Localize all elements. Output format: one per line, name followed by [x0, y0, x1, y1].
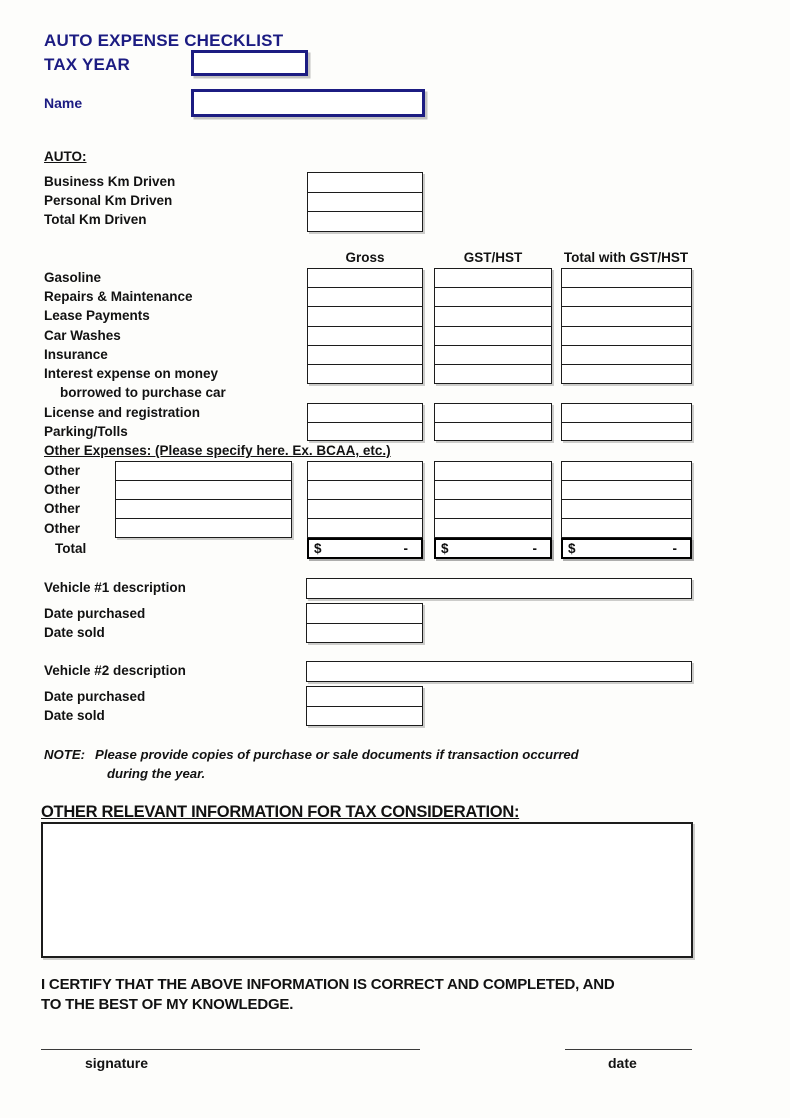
parking-gross-input[interactable]	[307, 423, 423, 442]
row-label-interest: Interest expense on money	[44, 366, 219, 381]
auto-section-heading: AUTO:	[44, 149, 87, 164]
other-row-label: Other	[44, 501, 81, 516]
currency-symbol: $	[568, 541, 576, 556]
other1-totalgst-input[interactable]	[561, 461, 692, 481]
other-description-column	[115, 461, 292, 538]
vehicle1-date-purchased-input[interactable]	[306, 603, 423, 624]
row-label-carwashes: Car Washes	[44, 328, 121, 343]
other2-gst-input[interactable]	[434, 481, 552, 500]
totalgst-column-block1	[561, 268, 692, 384]
interest-gst-input[interactable]	[434, 365, 552, 384]
lease-gst-input[interactable]	[434, 307, 552, 326]
other2-gross-input[interactable]	[307, 481, 423, 500]
row-label-parking: Parking/Tolls	[44, 424, 128, 439]
certification-line1: I CERTIFY THAT THE ABOVE INFORMATION IS CORRECT AND COMPLETED, AND	[41, 976, 615, 993]
vehicle1-description-label: Vehicle #1 description	[44, 580, 186, 595]
gross-column-block2	[307, 403, 423, 441]
personal-km-input[interactable]	[307, 193, 423, 213]
license-gst-input[interactable]	[434, 403, 552, 423]
row-label-license: License and registration	[44, 405, 201, 420]
gst-column-block2	[434, 403, 552, 441]
other4-description-input[interactable]	[115, 519, 292, 538]
business-km-input[interactable]	[307, 172, 423, 193]
total-km-input[interactable]	[307, 212, 423, 232]
gasoline-gst-input[interactable]	[434, 268, 552, 288]
other2-totalgst-input[interactable]	[561, 481, 692, 500]
vehicle1-date-sold-label: Date sold	[44, 625, 105, 640]
row-label-lease: Lease Payments	[44, 308, 150, 323]
km-input-table	[307, 172, 423, 232]
signature-label: signature	[85, 1055, 149, 1071]
vehicle1-dates-table	[306, 603, 423, 643]
lease-totalgst-input[interactable]	[561, 307, 692, 326]
business-km-label: Business Km Driven	[44, 174, 176, 189]
lease-gross-input[interactable]	[307, 307, 423, 326]
interest-gross-input[interactable]	[307, 365, 423, 384]
gst-total-value: -	[532, 541, 537, 556]
repairs-gst-input[interactable]	[434, 288, 552, 307]
row-label-repairs: Repairs & Maintenance	[44, 289, 193, 304]
column-header-gst: GST/HST	[463, 250, 523, 265]
insurance-totalgst-input[interactable]	[561, 346, 692, 365]
gst-column-other	[434, 461, 552, 538]
total-row-label: Total	[55, 541, 87, 556]
carwashes-gross-input[interactable]	[307, 327, 423, 346]
totalgst-column-block2	[561, 403, 692, 441]
totalgst-total-cell	[561, 538, 692, 559]
date-line[interactable]	[565, 1049, 692, 1050]
other3-description-input[interactable]	[115, 500, 292, 519]
repairs-gross-input[interactable]	[307, 288, 423, 307]
row-label-insurance: Insurance	[44, 347, 108, 362]
column-header-total-gst: Total with GST/HST	[563, 250, 689, 265]
other2-description-input[interactable]	[115, 481, 292, 500]
other-row-label: Other	[44, 521, 81, 536]
totalgst-total-value: -	[672, 541, 677, 556]
note-line1: Please provide copies of purchase or sale documents if transaction occurred	[95, 747, 579, 762]
note-line2: during the year.	[107, 766, 206, 781]
gross-total-value: -	[403, 541, 408, 556]
vehicle2-date-sold-label: Date sold	[44, 708, 105, 723]
vehicle1-date-purchased-label: Date purchased	[44, 606, 146, 621]
note-prefix: NOTE:	[44, 747, 86, 762]
repairs-totalgst-input[interactable]	[561, 288, 692, 307]
personal-km-label: Personal Km Driven	[44, 193, 173, 208]
other4-totalgst-input[interactable]	[561, 519, 692, 538]
vehicle2-date-purchased-label: Date purchased	[44, 689, 146, 704]
gst-column-block1	[434, 268, 552, 384]
other3-gross-input[interactable]	[307, 500, 423, 519]
gasoline-totalgst-input[interactable]	[561, 268, 692, 288]
vehicle1-description-input[interactable]	[306, 578, 692, 599]
currency-symbol: $	[314, 541, 322, 556]
date-label: date	[608, 1055, 637, 1071]
carwashes-totalgst-input[interactable]	[561, 327, 692, 346]
currency-symbol: $	[441, 541, 449, 556]
gross-column-block1	[307, 268, 423, 384]
name-input[interactable]	[191, 89, 425, 117]
vehicle2-date-sold-input[interactable]	[306, 707, 423, 727]
other-info-textarea[interactable]	[41, 822, 693, 958]
vehicle2-description-label: Vehicle #2 description	[44, 663, 186, 678]
carwashes-gst-input[interactable]	[434, 327, 552, 346]
vehicle2-date-purchased-input[interactable]	[306, 686, 423, 707]
other4-gross-input[interactable]	[307, 519, 423, 538]
other3-gst-input[interactable]	[434, 500, 552, 519]
tax-year-label: TAX YEAR	[44, 55, 130, 74]
signature-line[interactable]	[41, 1049, 420, 1050]
gross-column-other	[307, 461, 423, 538]
other-expenses-heading: Other Expenses: (Please specify here. Ex. BCAA, etc.)	[44, 443, 391, 458]
name-label: Name	[44, 95, 83, 111]
other4-gst-input[interactable]	[434, 519, 552, 538]
parking-gst-input[interactable]	[434, 423, 552, 442]
insurance-gst-input[interactable]	[434, 346, 552, 365]
tax-year-input[interactable]	[191, 50, 308, 76]
vehicle1-date-sold-input[interactable]	[306, 624, 423, 644]
vehicle2-dates-table	[306, 686, 423, 726]
gst-total-cell	[434, 538, 552, 559]
interest-totalgst-input[interactable]	[561, 365, 692, 384]
total-km-label: Total Km Driven	[44, 212, 147, 227]
other1-gross-input[interactable]	[307, 461, 423, 481]
row-label-interest-continuation: borrowed to purchase car	[60, 385, 226, 400]
other-row-label: Other	[44, 463, 81, 478]
row-label-gasoline: Gasoline	[44, 270, 102, 285]
gross-total-cell	[307, 538, 423, 559]
vehicle2-description-input[interactable]	[306, 661, 692, 682]
gasoline-gross-input[interactable]	[307, 268, 423, 288]
other1-description-input[interactable]	[115, 461, 292, 481]
certification-line2: TO THE BEST OF MY KNOWLEDGE.	[41, 996, 294, 1013]
parking-totalgst-input[interactable]	[561, 423, 692, 442]
other3-totalgst-input[interactable]	[561, 500, 692, 519]
page-title: AUTO EXPENSE CHECKLIST	[44, 31, 284, 50]
license-gross-input[interactable]	[307, 403, 423, 423]
license-totalgst-input[interactable]	[561, 403, 692, 423]
other-info-heading: OTHER RELEVANT INFORMATION FOR TAX CONSIDERATION:	[41, 803, 520, 821]
column-header-gross: Gross	[345, 250, 385, 265]
note-text	[44, 747, 579, 762]
totalgst-column-other	[561, 461, 692, 538]
insurance-gross-input[interactable]	[307, 346, 423, 365]
other1-gst-input[interactable]	[434, 461, 552, 481]
other-row-label: Other	[44, 482, 81, 497]
